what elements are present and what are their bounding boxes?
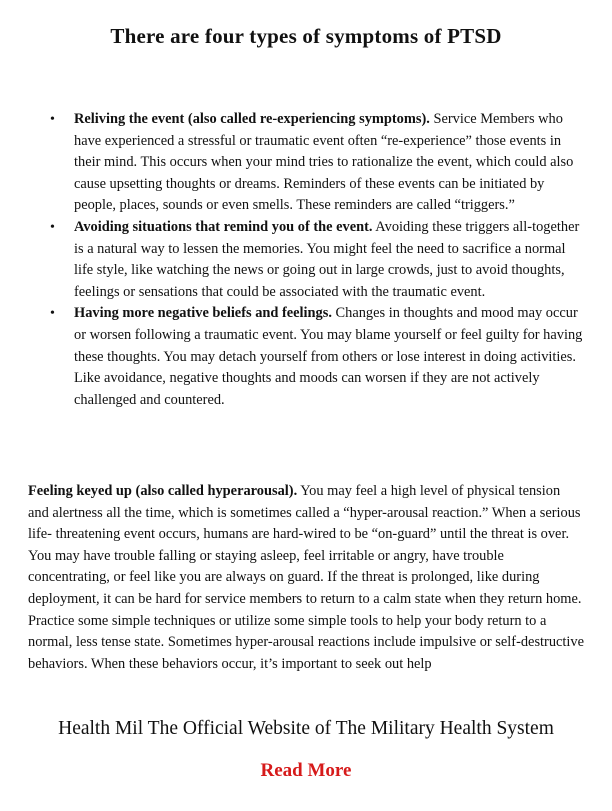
bullet-icon: • [50, 112, 55, 127]
symptom-heading: Reliving the event (also called re-experiencing symptoms). [74, 111, 430, 127]
hyperarousal-paragraph [28, 481, 584, 675]
symptom-description: Service Members who have experienced a stressful or traumatic event often “re-experience” those events in their mind. This occurs when your mind tries to rationalize the event, which could also cause upsetting thoughts or dreams. Reminders of these events can be initiated by people, places, sounds or even smells. These reminders are called “triggers.” [74, 111, 574, 214]
bullet-icon: • [50, 219, 55, 235]
page-title: There are four types of symptoms of PTSD [110, 24, 502, 48]
hyperarousal-description: You may feel a high level of physical tension and alertness all the time, which is sometimes called a “hyper-arousal reaction.” When a serious life- threatening event occurs, humans are hard-wired to be “on-guard” until the threat is over. You may have trouble falling or staying asleep, feel irritable or angry, have trouble concentrating, or feel like you are always on guard. If the threat is prolonged, like during deployment, it can be hard for service members to return to a calm state when they return home. Practice some simple techniques or utilize some simple tools to help your body return to a normal, less tense state. Sometimes hyper-arousal reactions include impulsive or self-destructive behaviors. When these behaviors occur, it’s important to seek out help [28, 483, 584, 672]
symptom-description: Changes in thoughts and mood may occur or worsen following a traumatic event. You may blame yourself or feel guilty for having these thoughts. You may detach yourself from others or lose interest in doing activities. Like avoidance, negative thoughts and moods can worsen if they are not actively challenged and countered. [74, 305, 583, 408]
read-more-link[interactable]: Read More [260, 760, 352, 781]
symptom-list [50, 109, 584, 411]
symptom-heading: Having more negative beliefs and feelings. [74, 305, 332, 322]
list-item [50, 303, 584, 411]
symptom-description: Avoiding these triggers all-together is a natural way to lessen the memories. You might feel the need to sacrifice a normal life style, like watching the news or going out in large crowds, just to avoid thoughts, feelings or sensations that could be associated with the traumatic event. [74, 218, 580, 300]
symptom-heading: Avoiding situations that remind you of the event. [74, 218, 373, 235]
hyperarousal-heading: Feeling keyed up (also called hyperarousal). [28, 483, 298, 499]
source-attribution: Health Mil The Official Website of The Military Health System [58, 718, 554, 739]
bullet-icon: • [50, 306, 55, 322]
list-item [50, 217, 584, 303]
list-item [50, 109, 584, 217]
